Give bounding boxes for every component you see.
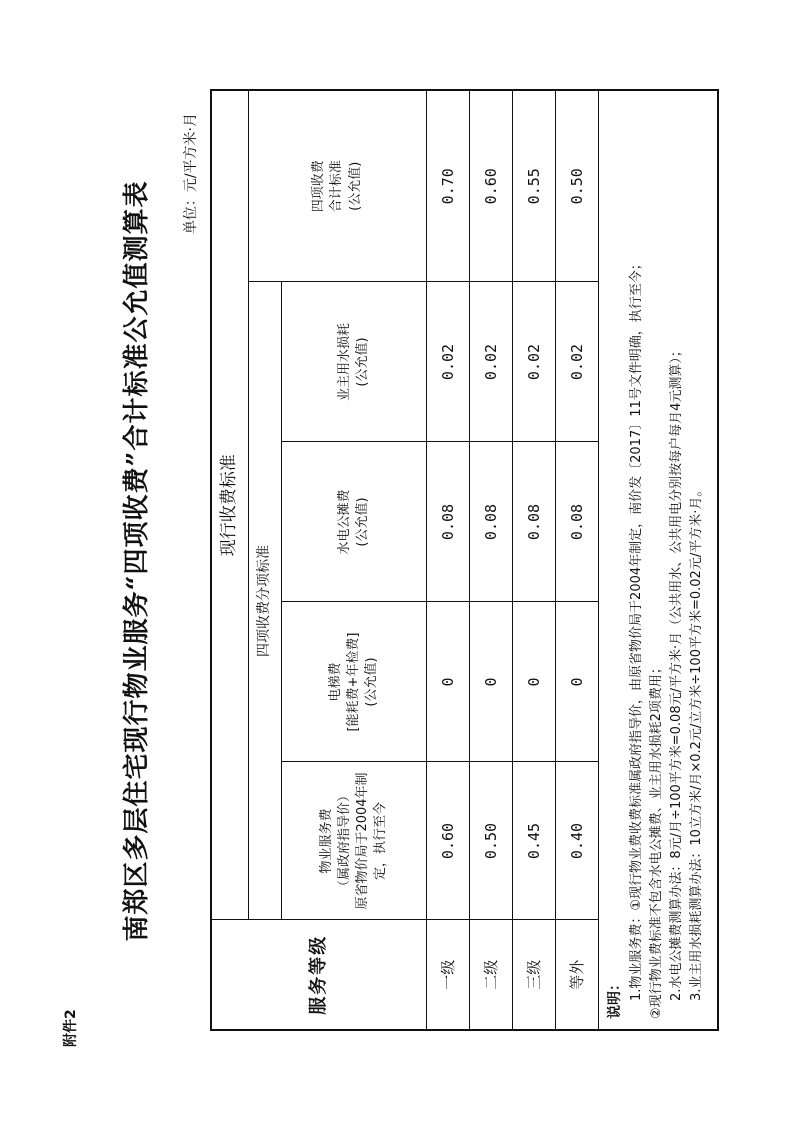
- col-name: 物业服务费: [318, 808, 334, 874]
- cell-property-fee: 0.50: [470, 762, 513, 920]
- cell-utility-share: 0.08: [513, 442, 556, 602]
- cell-elevator-fee: 0: [513, 602, 556, 762]
- col-note2: 原省物价局于2004年制定，执行至今: [355, 772, 389, 910]
- rotated-document: [60, 61, 740, 1061]
- header-total-name: 四项收费: [311, 160, 327, 213]
- col-name: 电梯费: [327, 662, 343, 702]
- cell-utility-share: 0.08: [427, 442, 470, 602]
- row-grade: 三级: [513, 920, 556, 1030]
- cell-elevator-fee: 0: [556, 602, 599, 762]
- cell-property-fee: 0.40: [556, 762, 599, 920]
- fee-table: [210, 89, 719, 1031]
- note-line-2: ②现行物业费标准不包含水电公摊费、业主用水损耗2项费用；: [648, 661, 664, 1019]
- header-col-water-loss: [282, 282, 427, 442]
- col-note: （属政府指导价）: [336, 789, 352, 894]
- row-grade: 等外: [556, 920, 599, 1030]
- note-line-4: 3.业主用水损耗测算办法：10立方米/月×0.2元/立方米÷100平方米=0.02元/平方米·月。: [689, 483, 705, 1001]
- notes-row: [599, 90, 719, 1030]
- col-note: [能耗费+年检费]: [345, 632, 361, 732]
- note-line-1: 1.物业服务费：①现行物业费收费标准属政府指导价，由原省物价局于2004年制定，南价发〔2017〕11号文件明确，执行至今；: [628, 257, 644, 1001]
- header-grade: 服务等级: [211, 920, 427, 1030]
- cell-total: 0.50: [556, 90, 599, 282]
- table-row: [470, 90, 513, 1030]
- cell-property-fee: 0.60: [427, 762, 470, 920]
- document-title: 南郑区多层住宅现行物业服务“四项收费”合计标准公允值测算表: [122, 180, 152, 942]
- cell-utility-share: 0.08: [470, 442, 513, 602]
- row-grade: 二级: [470, 920, 513, 1030]
- cell-utility-share: 0.08: [556, 442, 599, 602]
- table-row: [556, 90, 599, 1030]
- cell-water-loss: 0.02: [427, 282, 470, 442]
- cell-water-loss: 0.02: [470, 282, 513, 442]
- cell-total: 0.55: [513, 90, 556, 282]
- header-total-line3: (公允值): [347, 161, 363, 211]
- col-name: 业主用水损耗: [336, 323, 352, 402]
- header-col-property-fee: [282, 762, 427, 920]
- header-col-utility-share: [282, 442, 427, 602]
- header-col-elevator-fee: [282, 602, 427, 762]
- header-sub-standard: 四项收费分项标准: [249, 282, 282, 920]
- header-current-standard: 现行收费标准: [211, 90, 249, 920]
- notes-cell: [599, 90, 719, 1030]
- cell-water-loss: 0.02: [556, 282, 599, 442]
- annex-label: 附件2: [63, 1009, 79, 1047]
- row-grade: 一级: [427, 920, 470, 1030]
- cell-property-fee: 0.45: [513, 762, 556, 920]
- table-row: [513, 90, 556, 1030]
- col-note2: (公允值): [364, 657, 380, 707]
- col-name: 水电公摊费: [336, 489, 352, 555]
- header-total-line2: 合计标准: [329, 160, 345, 213]
- cell-elevator-fee: 0: [470, 602, 513, 762]
- unit-label: 单位：元/平方米·月: [183, 113, 199, 235]
- cell-total: 0.60: [470, 90, 513, 282]
- cell-total: 0.70: [427, 90, 470, 282]
- cell-water-loss: 0.02: [513, 282, 556, 442]
- header-total: [249, 90, 427, 282]
- notes-label: 说明：: [607, 977, 623, 1019]
- note-line-3: 2.水电公摊费测算办法：8元/月÷100平方米=0.08元/平方米·月（公共用水、公共用电分别按每户每月4元测算）；: [668, 344, 684, 1001]
- col-note: (公允值): [355, 497, 370, 547]
- col-note: (公允值): [355, 337, 370, 387]
- table-row: [427, 90, 470, 1030]
- cell-elevator-fee: 0: [427, 602, 470, 762]
